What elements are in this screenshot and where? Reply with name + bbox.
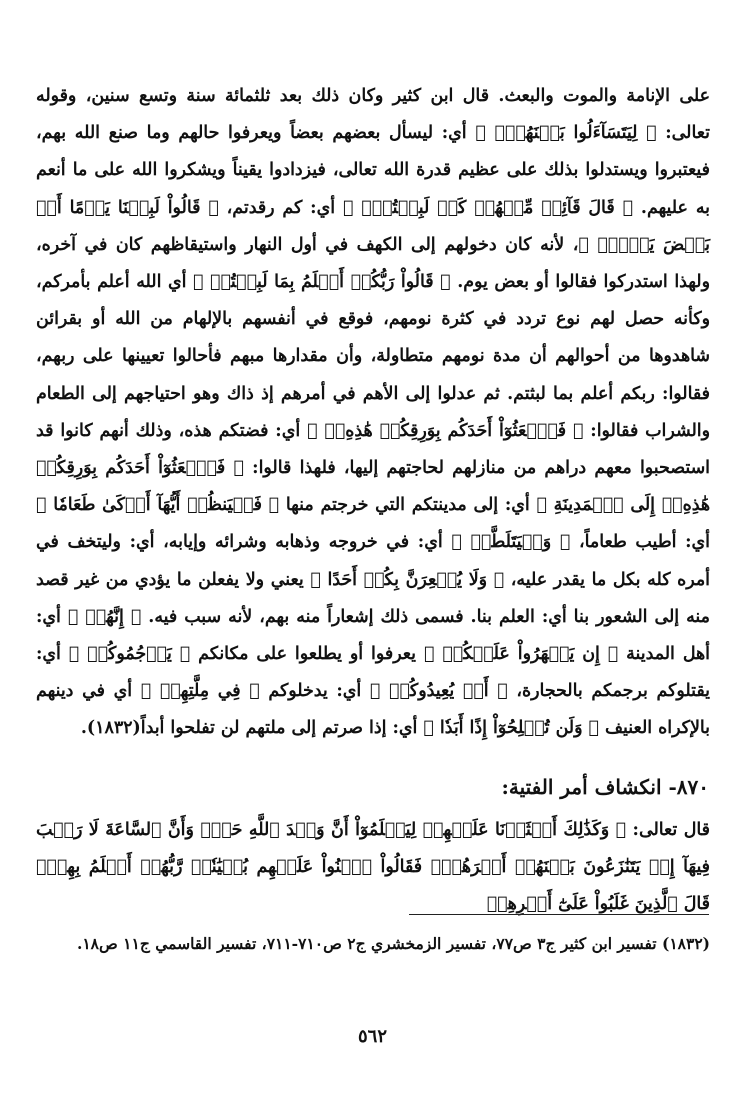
- footnote-divider: [409, 914, 709, 915]
- footnote: (١٨٣٢) تفسير ابن كثير ج٣ ص٧٧، تفسير الزمخشري ج٢ ص٧١٠-٧١١، تفسير القاسمي ج١١ ص١٨.: [76, 934, 710, 953]
- main-text-block: [36, 78, 710, 748]
- page-number: ٥٦٢: [357, 1026, 387, 1047]
- section-heading: ٨٧٠- انكشاف أمر الفتية:: [501, 775, 709, 799]
- verse-paragraph: قال تعالى: ﴿ وَكَذَٰلِكَ أَعۡثَرۡنَا عَلَيۡهِمۡ لِيَعۡلَمُوٓاْ أَنَّ وَعۡدَ ٱللَّهِ حَقّٞ وَأَنَّ ٱلسَّاعَةَ لَا رَيۡبَ فِيهَآ إِذۡ يَتَنَٰزَعُونَ بَيۡنَهُمۡ أَمۡرَهُمۡۖ فَقَالُواْ ٱبۡنُواْ عَلَيۡهِم بُنۡيَٰنٗاۖ رَّبُّهُمۡ أَعۡلَمُ بِهِمۡۚ قَالَ ٱلَّذِينَ غَلَبُواْ عَلَىٰٓ أَمۡرِهِمۡ: [36, 820, 710, 914]
- commentary-paragraph: على الإنامة والموت والبعث. قال ابن كثير وكان ذلك بعد ثلثمائة سنة وتسع سنين، وقوله تعالى: ﴿ لِيَتَسَآءَلُوا بَيۡنَهُمۡۚ ﴾ أي: ليسأل بعضهم بعضاً ويعرفوا حالهم وما صنع الله بهم، فيعتبروا ويستدلوا بذلك على عظيم قدرة الله تعالى، فيزدادوا يقيناً ويشكروا الله على ما أنعم به عليهم. ﴿ قَالَ قَآئِلٞ مِّنۡهُمۡ كَمۡ لَبِثۡتُمۡۖ ﴾ أي: كم رقدتم، ﴿ قَالُواْ لَبِثۡنَا يَوۡمًا أَوۡ بَعۡضَ يَوۡمٖۚ ﴾، لأنه كان دخولهم إلى الكهف في أول النهار واستيقاظهم كان في آخره، ولهذا استدركوا فقالوا أو بعض يوم. ﴿ قَالُواْ رَبُّكُمۡ أَعۡلَمُ بِمَا لَبِثۡتُمۡ ﴾ أي الله أعلم بأمركم، وكأنه حصل لهم نوع تردد في كثرة نومهم، فوقع في أنفسهم بالإلهام من الله أو بقرائن شاهدوها من أحوالهم أن مدة نومهم متطاولة، وأن مقدارها مبهم فأحالوا تعيينها على ربهم، فقالوا: ربكم أعلم بما لبثتم. ثم عدلوا إلى الأهم في أمرهم إذ ذاك وهو احتياجهم إلى الطعام والشراب فقالوا: ﴿ فَٱبۡعَثُوٓاْ أَحَدَكُم بِوَرِقِكُمۡ هَٰذِهِۦٓ ﴾ أي: فضتكم هذه، وذلك أنهم كانوا قد استصحبوا معهم دراهم من منازلهم لحاجتهم إليها، فلهذا قالوا: ﴿ فَٱبۡعَثُوٓاْ أَحَدَكُم بِوَرِقِكُمۡ هَٰذِهِۦٓ إِلَى ٱلۡمَدِينَةِ ﴾ أي: إلى مدينتكم التي خرجتم منها ﴿ فَلۡيَنظُرۡ أَيُّهَآ أَزۡكَىٰ طَعَامٗا ﴾ أي: أطيب طعاماً، ﴿ وَلۡيَتَلَطَّفۡ ﴾ أي: في خروجه وذهابه وشرائه وإيابه، أي: وليتخف في أمره كله بكل ما يقدر عليه، ﴿ وَلَا يُشۡعِرَنَّ بِكُمۡ أَحَدًا ﴾ يعني ولا يفعلن ما يؤدي من غير قصد منه إلى الشعور بنا أي: العلم بنا. فسمى ذلك إشعاراً منه بهم، لأنه سبب فيه. ﴿ إِنَّهُمۡ ﴾ أي: أهل المدينة ﴿ إِن يَظۡهَرُواْ عَلَيۡكُمۡ ﴾ يعرفوا أو يطلعوا على مكانكم ﴿ يَرۡجُمُوكُمۡ ﴾ أي: يقتلوكم برجمكم بالحجارة، ﴿ أَوۡ يُعِيدُوكُمۡ ﴾ أي: يدخلوكم ﴿ فِي مِلَّتِهِمۡ ﴾ أي في دينهم بالإكراه العنيف ﴿ وَلَن تُفۡلِحُوٓاْ إِذًا أَبَدٗا ﴾ أي: إذا صرتم إلى ملتهم لن تفلحوا أبداً(١٨٣٢).: [36, 86, 710, 739]
